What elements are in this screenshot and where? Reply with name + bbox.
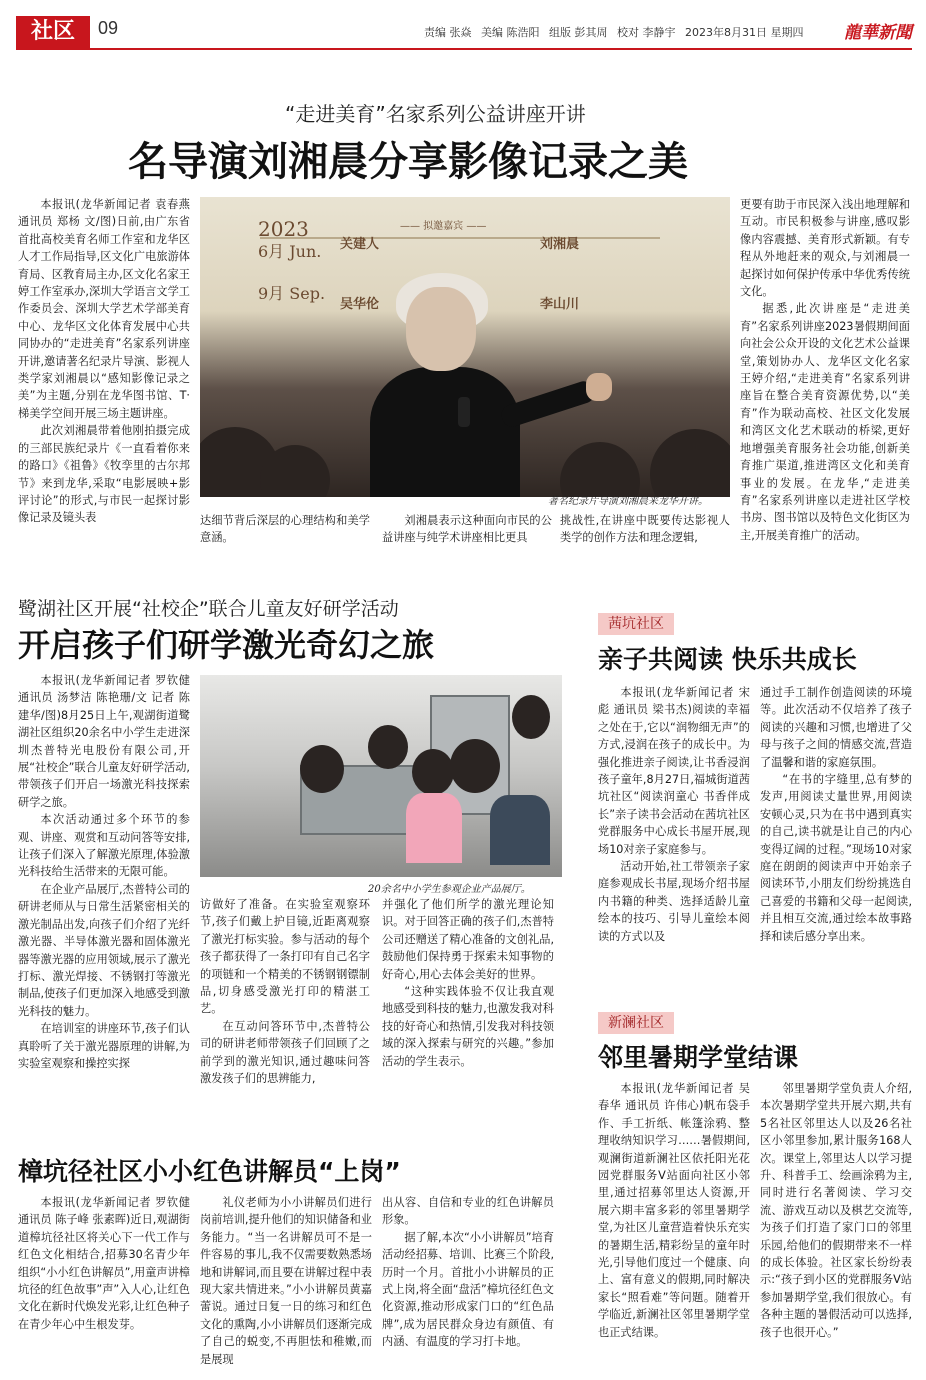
editor-credits <box>424 24 810 40</box>
page-number: 09 <box>98 18 119 38</box>
article4-para-2: 活动开始,社工带领亲子家庭参观成长书屋,现场介绍书屋内书籍的种类、选择适龄儿童绘本的技巧、引导儿童绘本阅读的方式以及 <box>598 860 750 943</box>
credit-designer: 美编 陈浩阳 <box>481 26 540 39</box>
article3-headline: 樟坑径社区小小红色讲解员“上岗” <box>18 1157 401 1186</box>
audience-head <box>650 429 730 497</box>
article2-headline: 开启孩子们研学激光奇幻之旅 <box>18 626 435 664</box>
article2-para-6: 在互动问答环节中,杰普特公司的研讲老师带领孩子们回顾了之前学到的激光知识,通过趣味问答激发孩子们的思辨能力, <box>200 1019 370 1086</box>
article3-para-1: 本报讯(龙华新闻记者 罗钦健 通讯员 陈子峰 张素晖)近日,观湖街道樟坑径社区将关心下一代工作与红色文化相结合,招募30名青少年组织“小小红色讲解员”,用童声讲樟坑径的红色故事”声”入人心,让红色文化在新时代焕发光彩,让红色种子在青少年心中生根发芽。 <box>18 1196 190 1331</box>
article2-photo <box>200 675 562 877</box>
slide-name-2: 刘湘晨 <box>540 237 580 252</box>
microphone-icon <box>458 397 470 427</box>
article1-column-2: 达细节背后深层的心理结构和美学意涵。 <box>200 514 370 545</box>
credit-layout: 组版 彭其周 <box>549 26 608 39</box>
article3-para-4: 据了解,本次“小小讲解员”培育活动经招募、培训、比赛三个阶段,历时一个月。首批小小讲解员的正式上岗,将全面“盘活”樟坑径红色文化资源,推动形成家门口的“红色品牌”,成为居民群众身边有颜值、有内涵、有温度的学习打卡地。 <box>382 1230 554 1349</box>
article1-headline: 名导演刘湘晨分享影像记录之美 <box>128 139 688 185</box>
article2-para-7: 并强化了他们所学的激光理论知识。对于回答正确的孩子们,杰普特公司还赠送了精心准备的文创礼品,鼓励他们保持勇于探索未知事物的好奇心,用心去体会美好的世界。 <box>382 898 554 981</box>
credit-proofreader: 校对 李静宇 <box>617 26 676 39</box>
speaker-hand <box>586 373 612 401</box>
article2-para-4: 在培训室的讲座环节,孩子们认真聆听了关于激光器原理的讲解,为实验室观察和操控实探 <box>18 1022 190 1070</box>
article5-headline: 邻里暑期学堂结课 <box>598 1043 799 1072</box>
article1-para-5: 更要有助于市民深入浅出地理解和互动。市民积极参与讲座,感叹影像内容震撼、美育形式新颖。有专程从外地赶来的观众,与刘湘晨一起探讨如何保护传承中华优秀传统文化。 <box>740 198 910 299</box>
article3-column-3 <box>382 1194 554 1374</box>
article4-community-tag: 茜坑社区 <box>598 613 674 635</box>
article4-para-1: 本报讯(龙华新闻记者 宋彪 通讯员 梁书杰)阅读的幸福之处在于,它以“润物细无声”的方式,浸润在孩子的成长中。为强化推进亲子阅读,让书香浸润孩子童年,8月27日,福城街道茜坑社区“阅读润童心 书香伴成长”亲子读书会活动在茜坑社区党群服务中心成长书屋开展,现场10对亲子家庭参与。 <box>598 686 750 856</box>
article3-para-2: 礼仪老师为小小讲解员们进行岗前培训,提升他们的知识储备和业务能力。“当一名讲解员可不是一件容易的事儿,我不仅需要数熟悉场地和讲解词,而且要在讲解过程中表现大家共情进来。”小小讲解员黄嘉蕾说。通过日复一日的练习和红色文化的熏陶,小小讲解员们逐渐完成了自己的蜕变,不再胆怯和稚嫩,而是展现 <box>200 1196 372 1366</box>
slide-year: 2023 <box>258 217 309 241</box>
article5-community-tag: 新澜社区 <box>598 1012 674 1034</box>
article1-para-6: 据悉,此次讲座是“走进美育”名家系列讲座2023暑假期间面向社会公众开设的文化艺术公益课堂,策划协办人、龙华区文化名家王婷介绍,“走进美育”名家系列讲座旨在整合美育资源优势,以“美育”作为联动高校、社区文化发展和湾区文化艺术联动的桥梁,更好地增强美育服务社会功能,创新美育推广渠道,推进湾区文化和美育事业的发展。在龙华,“走进美育”名家系列讲座以走进社区学校书房、图书馆以及特色文化街区为主,开展美育推广的活动。 <box>740 302 910 542</box>
speaker-figure <box>370 367 520 497</box>
article1-photo-caption: 著名纪录片导演刘湘晨来龙华开讲。 <box>548 496 708 507</box>
credit-editor: 责编 张焱 <box>424 26 472 39</box>
slide-name-4: 李山川 <box>540 297 580 312</box>
article4-column-1 <box>598 684 750 986</box>
article4-headline: 亲子共阅读 快乐共成长 <box>598 645 857 674</box>
article4-column-2 <box>760 684 912 986</box>
article5-column-1 <box>598 1080 750 1374</box>
article1-subhead: “走进美育”名家系列公益讲座开讲 <box>285 102 586 126</box>
child-head <box>512 695 550 739</box>
child-head <box>450 739 500 793</box>
slide-name-1: 关建人 <box>340 237 380 252</box>
article1-column-1 <box>18 196 190 548</box>
newspaper-logo: 龍華新聞 <box>844 23 912 43</box>
article2-column-2 <box>200 896 370 1118</box>
article1-column-3: 刘湘晨表示这种面向市民的公益讲座与纯学术讲座相比更具 <box>382 514 552 545</box>
article3-column-2 <box>200 1194 372 1374</box>
article1-column-5 <box>740 196 910 548</box>
section-tag: 社区 <box>16 16 90 48</box>
slide-top-label: —— 拟邀嘉宾 —— <box>400 221 487 232</box>
child-head <box>368 725 408 769</box>
article1-para-1: 本报讯(龙华新闻记者 袁春燕 通讯员 郑杨 文/图)日前,由广东省首批高校美育名师工作室和龙华区人才工作局指导,区文化广电旅游体育局、区教育局主办,区文化名家王婷工作室承办,深圳大学语言文学工作委员会、深圳大学艺术学部美育中心、龙华区文化体育发展中心共同协办的“走进美育”名家系列讲座开讲,邀请著名纪录片导演、影视人类学家刘湘晨以“感知影像记录之美”为主题,分别在龙华图书馆、T·梯美学空间开展三场主题讲座。 <box>18 198 190 420</box>
slide-date-2: 9月 Sep. <box>258 284 326 303</box>
article5-para-2: 邻里暑期学堂负责人介绍,本次暑期学堂共开展六期,共有5名社区邻里达人以及26名社区小邻里参加,累计服务168人次。课堂上,邻里达人以学习提升、科普手工、绘画涂鸦为主,同时进行名著阅读、学习交流、游戏互动以及棋艺交流等,为孩子们打造了家门口的邻里乐园,给他们的假期带来不一样的成长体验。社区家长纷纷表示:“孩子到小区的党群服务V站参加暑期学堂,我们很放心。有各种主题的暑假活动可以选择,孩子也很开心。” <box>760 1082 912 1339</box>
speaker-head <box>406 287 476 371</box>
page-header <box>16 16 912 50</box>
article4-para-4: “在书的字缝里,总有梦的发声,用阅读丈量世界,用阅读安顿心灵,只为在书中遇到真实的自己,读书就是让自己的内心变得辽阔的过程。”现场10对家庭在朗朗的阅读声中开始亲子阅读环节,小朋友们纷纷挑选自己喜爱的书籍和父母一起阅读,并且相互交流,通过绘本故事路择和读后感分享出来。 <box>760 773 912 943</box>
article3-para-3: 出从容、自信和专业的红色讲解员形象。 <box>382 1196 554 1227</box>
child-head <box>300 745 344 793</box>
article2-para-3: 在企业产品展厅,杰普特公司的研讲老师从与日常生活紧密相关的激光制品出发,向孩子们介绍了光纤激光器、半导体激光器和固体激光器等激光器的应用领域,展示了激光打标、激光焊接、不锈钢打等激光制品,使孩子们更加深入地感受到激光科技的魅力。 <box>18 882 190 1018</box>
article2-para-8: “这种实践体验不仅让我直观地感受到科技的魅力,也激发我对科技的好奇心和热情,引发我对科技领域的深入探索与研究的兴趣。”参加活动的学生表示。 <box>382 985 554 1068</box>
slide-name-3: 吴华伦 <box>340 297 380 312</box>
article5-para-1: 本报讯(龙华新闻记者 吴春华 通讯员 许伟心)帆布袋手作、手工折纸、帐篷涂鸦、整理收纳知识学习……暑假期间,观澜街道新澜社区依托阳光花园党群服务V站面向社区小邻里,通过招募邻里达人资源,开展六期丰富多彩的邻里暑期学堂,为社区儿童营造着快乐充实的暑期生活,精彩纷呈的童年时光,引导他们度过一个健康、向上、富有意义的假期,同时解决家长“照看难”等问题。随着开学临近,新澜社区邻里暑期学堂也正式结课。 <box>598 1082 750 1339</box>
child-shirt <box>490 795 550 865</box>
article1-photo <box>200 197 730 497</box>
article4-para-3: 通过手工制作创造阅读的环境等。此次活动不仅培养了孩子阅读的兴趣和习惯,也增进了父母与孩子之间的情感交流,营造了温馨和谐的家庭氛围。 <box>760 686 912 769</box>
article2-para-5: 访做好了准备。在实验室观察环节,孩子们戴上护目镜,近距离观察了激光打标实验。参与活动的每个孩子都获得了一条打印有自己名字的项链和一个精美的不锈钢钢镖制品,切身感受激光打印的精湛工艺。 <box>200 898 370 1016</box>
article2-column-1 <box>18 672 190 1118</box>
article1-column-4: 挑战性,在讲座中既要传达影视人类学的创作方法和理念逻辑, <box>560 514 730 545</box>
child-head <box>412 749 454 795</box>
article3-column-1 <box>18 1194 190 1374</box>
child-shirt <box>406 793 462 863</box>
speaker-arm <box>499 379 597 430</box>
audience-head <box>560 442 640 497</box>
article2-photo-caption: 20余名中小学生参观企业产品展厅。 <box>368 884 531 895</box>
article1-para-2: 此次刘湘晨带着他刚拍摄完成的三部民族纪录片《一直看着你来的路口》《祖鲁》《牧孪里的古尔邦节》来到龙华,采取“电影展映+影评讨论”的形式,与市民一起探讨影像记录及镜头表 <box>18 424 190 525</box>
issue-date: 2023年8月31日 星期四 <box>685 26 804 39</box>
slide-date-1: 6月 Jun. <box>258 242 322 261</box>
article2-para-2: 本次活动通过多个环节的参观、讲座、观赏和互动问答等安排,让孩子们深入了解激光原理,体验激光科技给生活带来的无限可能。 <box>18 813 190 879</box>
article5-column-2 <box>760 1080 912 1374</box>
article2-subhead: 鹭湖社区开展“社校企”联合儿童友好研学活动 <box>18 598 399 620</box>
article2-column-3 <box>382 896 554 1118</box>
article2-para-1: 本报讯(龙华新闻记者 罗钦健 通讯员 汤梦洁 陈艳珊/文 记者 陈建华/图)8月25日上午,观湖街道鹭湖社区组织20余名中小学生走进深圳杰普特光电股份有限公司,开展“社校企”联合儿童友好研学活动,带领孩子们开启一场激光科技探索研学之旅。 <box>18 674 190 809</box>
